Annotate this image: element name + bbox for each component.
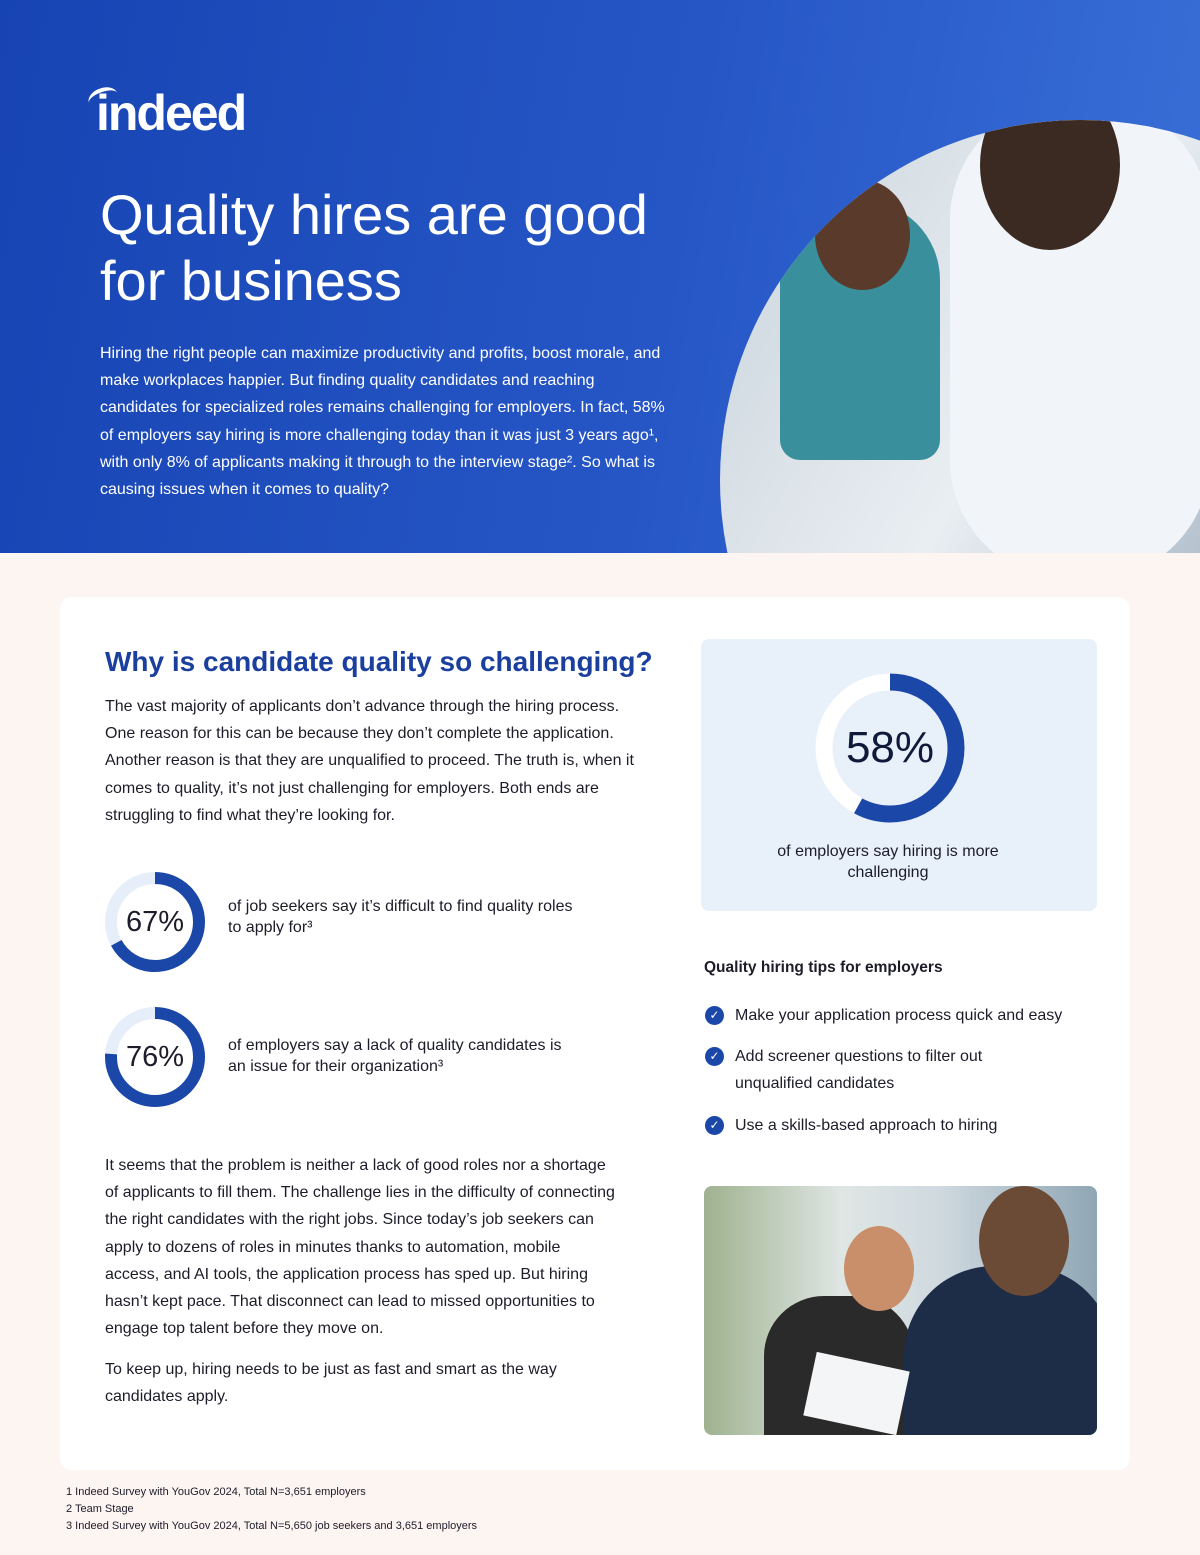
footnotes bbox=[66, 1484, 477, 1535]
section-paragraph-1: The vast majority of applicants don’t advance through the hiring process. One reason for this can be because they don’t complete the application. Another reason is that they are unqualified to proceed. The truth is, when it comes to quality, it’s not just challenging for employers. Both ends are struggling to find what they’re looking for. bbox=[105, 698, 634, 824]
tip-item bbox=[705, 1002, 1085, 1029]
stat-value: 67% bbox=[125, 905, 185, 938]
hero-intro: Hiring the right people can maximize productivity and profits, boost morale, and make workplaces happier. But finding quality candidates and reaching candidates for specialized roles remains challenging for employers. In fact, 58% of employers say hiring is more challenging today than it was just 3 years ago¹, with only 8% of applicants making it through to the interview stage². So what is causing issues when it comes to quality? bbox=[100, 345, 665, 499]
section-paragraph-3: To keep up, hiring needs to be just as fast and smart as the way candidates apply. bbox=[105, 1361, 557, 1406]
check-icon: ✓ bbox=[705, 1006, 724, 1025]
stat-text: of employers say a lack of quality candidates is an issue for their organization³ bbox=[228, 1037, 562, 1075]
highlight-value: 58% bbox=[845, 723, 935, 772]
check-icon: ✓ bbox=[705, 1047, 724, 1066]
stat-67 bbox=[104, 871, 214, 981]
stat-text: of job seekers say it’s difficult to find quality roles to apply for³ bbox=[228, 898, 573, 936]
highlight-text: of employers say hiring is more challenging bbox=[777, 843, 999, 881]
tip-text: Make your application process quick and easy bbox=[735, 1007, 1063, 1024]
handshake-photo bbox=[720, 120, 1200, 553]
footnote: 2 Team Stage bbox=[66, 1503, 134, 1515]
highlight-stat-box bbox=[701, 639, 1097, 911]
stat-76 bbox=[104, 1006, 214, 1116]
hero-banner bbox=[0, 0, 1200, 553]
check-icon: ✓ bbox=[705, 1116, 724, 1135]
indeed-logo: indeed bbox=[96, 85, 246, 141]
interview-photo bbox=[704, 1186, 1097, 1435]
tip-item bbox=[705, 1112, 1085, 1139]
footnote: 3 Indeed Survey with YouGov 2024, Total N=5,650 job seekers and 3,651 employers bbox=[66, 1520, 478, 1532]
footnote: 1 Indeed Survey with YouGov 2024, Total N=3,651 employers bbox=[66, 1486, 366, 1498]
section-heading: Why is candidate quality so challenging? bbox=[105, 646, 653, 677]
page-title: Quality hires are good for business bbox=[100, 183, 648, 312]
tip-text: Add screener questions to filter out unqualified candidates bbox=[735, 1048, 983, 1092]
tips-title: Quality hiring tips for employers bbox=[704, 959, 943, 976]
section-paragraph-2: It seems that the problem is neither a lack of good roles nor a shortage of applicants to fill them. The challenge lies in the difficulty of connecting the right candidates with the right jobs. Since today’s job seekers can apply to dozens of roles in minutes thanks to automation, mobile access, and AI tools, the application process has sped up. But hiring hasn’t kept pace. That disconnect can lead to missed opportunities to engage top talent before they move on. bbox=[105, 1157, 615, 1338]
tip-text: Use a skills-based approach to hiring bbox=[735, 1117, 998, 1134]
stat-value: 76% bbox=[125, 1040, 185, 1073]
tip-item bbox=[705, 1043, 1005, 1097]
